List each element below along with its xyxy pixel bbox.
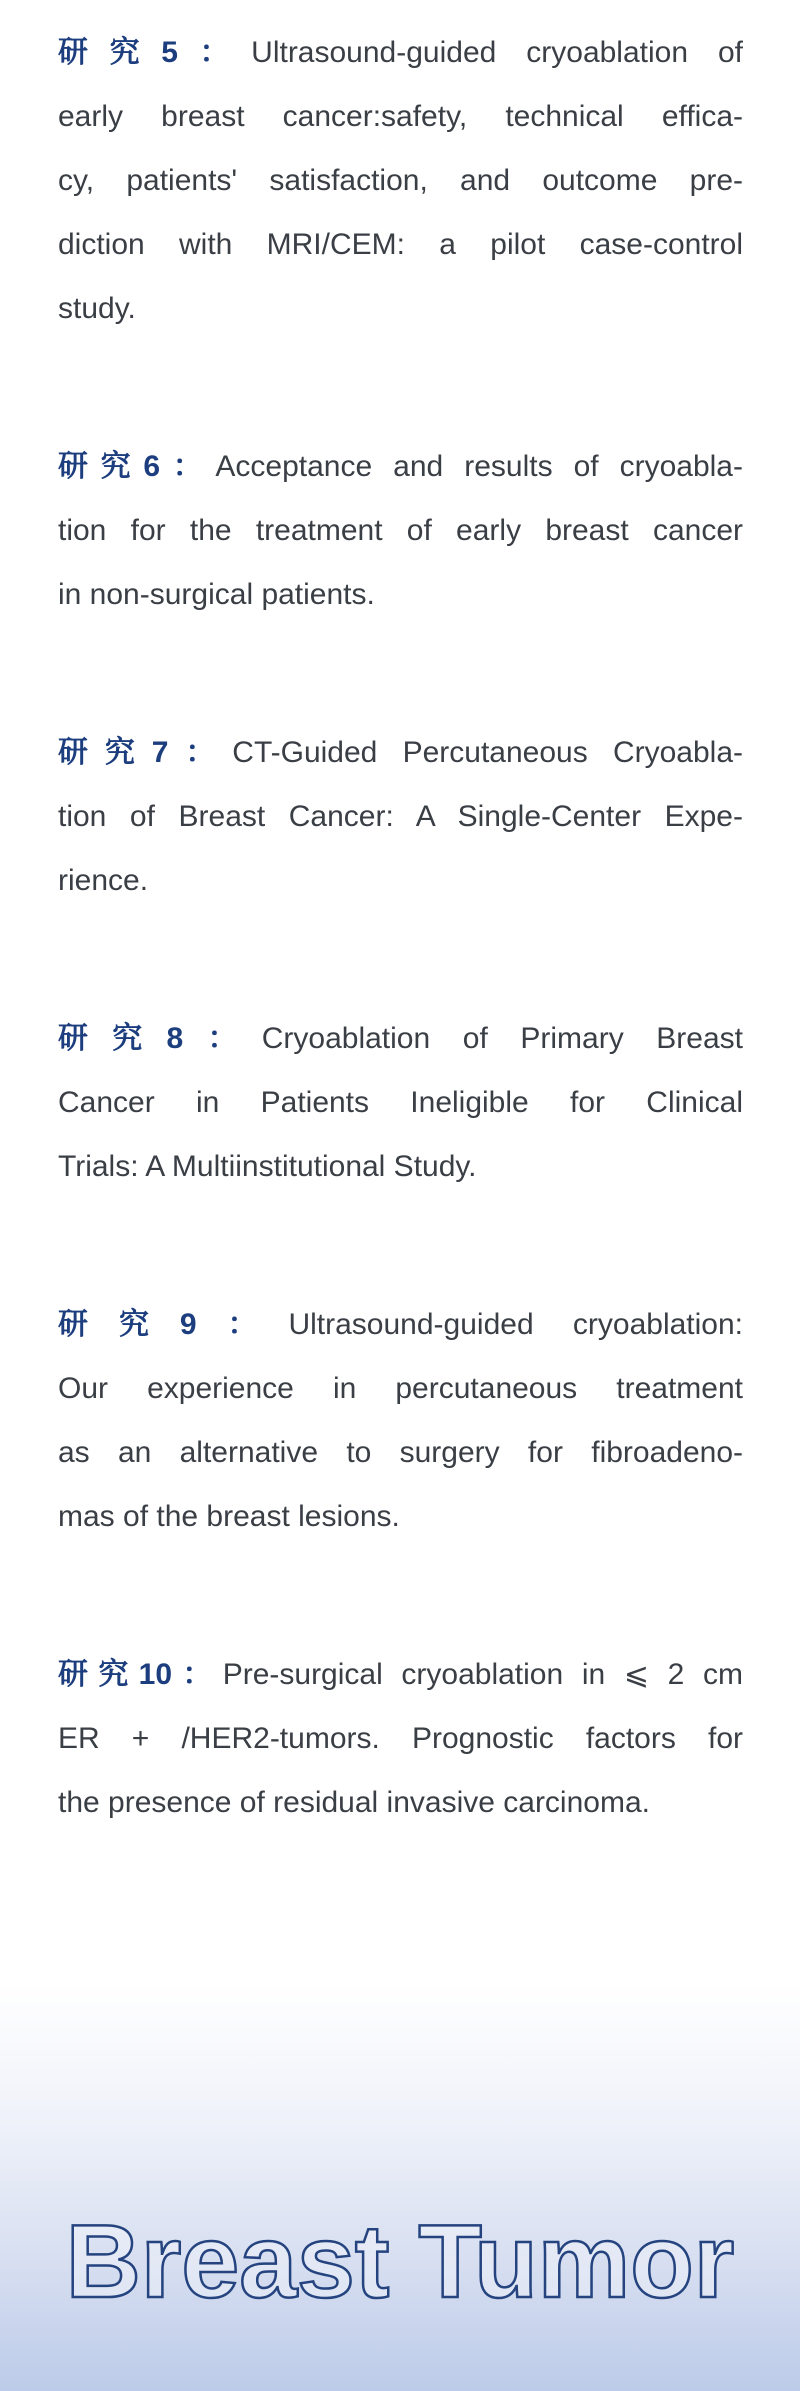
study-paragraph: [58, 21, 743, 341]
study-line: the presence of residual invasive carcinoma.: [58, 1786, 650, 1819]
study-line: 研究6：Acceptance and results of cryoabla-: [58, 450, 743, 483]
study-paragraph: [58, 1643, 743, 1835]
study-line: 研究8：Cryoablation of Primary Breast: [58, 1022, 743, 1055]
study-paragraph: [58, 1293, 743, 1549]
study-line: 研究9：Ultrasound-guided cryoablation:: [58, 1308, 744, 1341]
study-line: mas of the breast lesions.: [58, 1500, 400, 1533]
study-line: diction with MRI/CEM: a pilot case-control: [58, 228, 743, 261]
study-line: cy, patients' satisfaction, and outcome pre-: [58, 164, 743, 197]
study-line: Cancer in Patients Ineligible for Clinical: [58, 1086, 743, 1119]
study-line: 研究10：Pre-surgical cryoablation in ⩽ 2 cm: [58, 1658, 743, 1691]
study-label: 研究5：: [58, 36, 252, 69]
study-paragraph: [58, 721, 743, 913]
study-paragraph: [58, 435, 743, 627]
study-label: 研究9：: [58, 1308, 289, 1341]
study-line: ER + /HER2-tumors. Prognostic factors for: [58, 1722, 743, 1755]
study-label: 研究7：: [58, 736, 233, 769]
study-line: Trials: A Multiinstitutional Study.: [58, 1150, 477, 1183]
breast-tumor-title: Breast Tumor: [65, 2204, 735, 2320]
study-line: in non-surgical patients.: [58, 578, 375, 611]
study-label: 研究10：: [58, 1658, 223, 1691]
study-label: 研究6：: [58, 450, 216, 483]
study-line: tion of Breast Cancer: A Single-Center Expe-: [58, 800, 743, 833]
study-line: early breast cancer:safety, technical effica-: [58, 100, 743, 133]
study-line: 研究7：CT-Guided Percutaneous Cryoabla-: [58, 736, 743, 769]
study-line: as an alternative to surgery for fibroadeno-: [58, 1436, 743, 1469]
study-label: 研究8：: [58, 1022, 262, 1055]
study-line: rience.: [58, 864, 149, 897]
study-line: study.: [58, 292, 136, 325]
study-line: tion for the treatment of early breast cancer: [58, 514, 743, 547]
study-line: Our experience in percutaneous treatment: [58, 1372, 743, 1405]
study-paragraph: [58, 1007, 743, 1199]
study-line: 研究5：Ultrasound-guided cryoablation of: [58, 36, 743, 69]
